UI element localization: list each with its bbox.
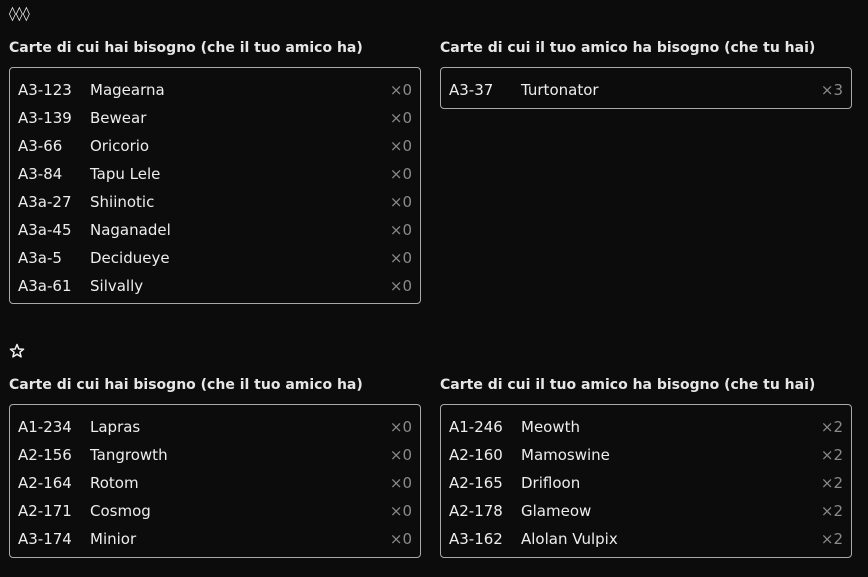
column-title: Carte di cui il tuo amico ha bisogno (che tu hai) <box>440 40 816 56</box>
card-code: A2-178 <box>449 502 503 520</box>
card-code: A3a-45 <box>18 221 72 239</box>
card-name: Drifloon <box>521 474 581 492</box>
card-row[interactable] <box>10 216 420 244</box>
card-row[interactable] <box>441 413 851 441</box>
card-name: Mamoswine <box>521 446 610 464</box>
rarity-header <box>9 5 30 23</box>
card-code: A2-160 <box>449 446 503 464</box>
card-name: Shiinotic <box>90 193 155 211</box>
card-name: Decidueye <box>90 249 170 267</box>
card-row[interactable] <box>10 441 420 469</box>
card-name: Rotom <box>90 474 139 492</box>
card-name: Oricorio <box>90 137 150 155</box>
card-list <box>440 67 852 109</box>
column-title: Carte di cui hai bisogno (che il tuo amico ha) <box>9 40 363 56</box>
card-quantity: ×2 <box>820 418 843 436</box>
card-quantity: ×0 <box>389 81 412 99</box>
friend-needs-column <box>440 376 854 548</box>
card-row[interactable] <box>10 469 420 497</box>
card-code: A3a-5 <box>18 249 62 267</box>
card-quantity: ×0 <box>389 502 412 520</box>
card-row[interactable] <box>10 497 420 525</box>
card-row[interactable] <box>10 272 420 300</box>
card-quantity: ×0 <box>389 530 412 548</box>
card-row[interactable] <box>441 76 851 104</box>
card-code: A2-156 <box>18 446 72 464</box>
card-name: Silvally <box>90 277 144 295</box>
card-row[interactable] <box>10 188 420 216</box>
card-quantity: ×0 <box>389 109 412 127</box>
card-code: A2-171 <box>18 502 72 520</box>
card-code: A3-84 <box>18 165 63 183</box>
card-list <box>440 404 852 558</box>
card-row[interactable] <box>10 132 420 160</box>
card-quantity: ×2 <box>820 446 843 464</box>
card-code: A2-164 <box>18 474 72 492</box>
card-quantity: ×0 <box>389 221 412 239</box>
card-name: Minior <box>90 530 137 548</box>
card-code: A3a-27 <box>18 193 72 211</box>
card-name: Meowth <box>521 418 581 436</box>
card-quantity: ×3 <box>820 81 843 99</box>
column-title: Carte di cui hai bisogno (che il tuo amico ha) <box>9 377 363 393</box>
card-quantity: ×0 <box>389 418 412 436</box>
card-quantity: ×0 <box>389 193 412 211</box>
card-name: Tapu Lele <box>90 165 161 183</box>
card-quantity: ×0 <box>389 277 412 295</box>
card-quantity: ×0 <box>389 249 412 267</box>
card-quantity: ×0 <box>389 137 412 155</box>
rarity-header <box>9 343 25 361</box>
card-name: Magearna <box>90 81 165 99</box>
card-row[interactable] <box>441 441 851 469</box>
card-code: A3a-61 <box>18 277 72 295</box>
card-code: A3-66 <box>18 137 63 155</box>
card-name: Cosmog <box>90 502 151 520</box>
card-name: Tangrowth <box>90 446 168 464</box>
you-need-column <box>9 39 423 295</box>
friend-needs-column <box>440 39 854 99</box>
card-quantity: ×0 <box>389 165 412 183</box>
card-code: A1-234 <box>18 418 72 436</box>
card-name: Lapras <box>90 418 141 436</box>
card-name: Naganadel <box>90 221 171 239</box>
card-row[interactable] <box>441 497 851 525</box>
card-name: Bewear <box>90 109 147 127</box>
card-quantity: ×0 <box>389 446 412 464</box>
you-need-column <box>9 376 423 548</box>
card-row[interactable] <box>10 525 420 553</box>
card-name: Alolan Vulpix <box>521 530 618 548</box>
card-name: Turtonator <box>521 81 599 99</box>
card-row[interactable] <box>10 160 420 188</box>
star-icon <box>9 344 25 360</box>
column-title: Carte di cui il tuo amico ha bisogno (che tu hai) <box>440 377 816 393</box>
card-row[interactable] <box>10 244 420 272</box>
card-row[interactable] <box>10 104 420 132</box>
card-quantity: ×2 <box>820 502 843 520</box>
card-row[interactable] <box>10 76 420 104</box>
card-quantity: ×2 <box>820 474 843 492</box>
card-row[interactable] <box>441 525 851 553</box>
card-row[interactable] <box>441 469 851 497</box>
card-quantity: ×0 <box>389 474 412 492</box>
card-code: A2-165 <box>449 474 503 492</box>
card-list <box>9 67 421 304</box>
card-code: A1-246 <box>449 418 503 436</box>
card-list <box>9 404 421 558</box>
diamond-icon: ◊◊◊ <box>9 6 30 22</box>
card-quantity: ×2 <box>820 530 843 548</box>
card-row[interactable] <box>10 413 420 441</box>
card-code: A3-37 <box>449 81 494 99</box>
card-name: Glameow <box>521 502 592 520</box>
card-code: A3-162 <box>449 530 503 548</box>
card-code: A3-174 <box>18 530 72 548</box>
card-code: A3-139 <box>18 109 72 127</box>
card-code: A3-123 <box>18 81 72 99</box>
